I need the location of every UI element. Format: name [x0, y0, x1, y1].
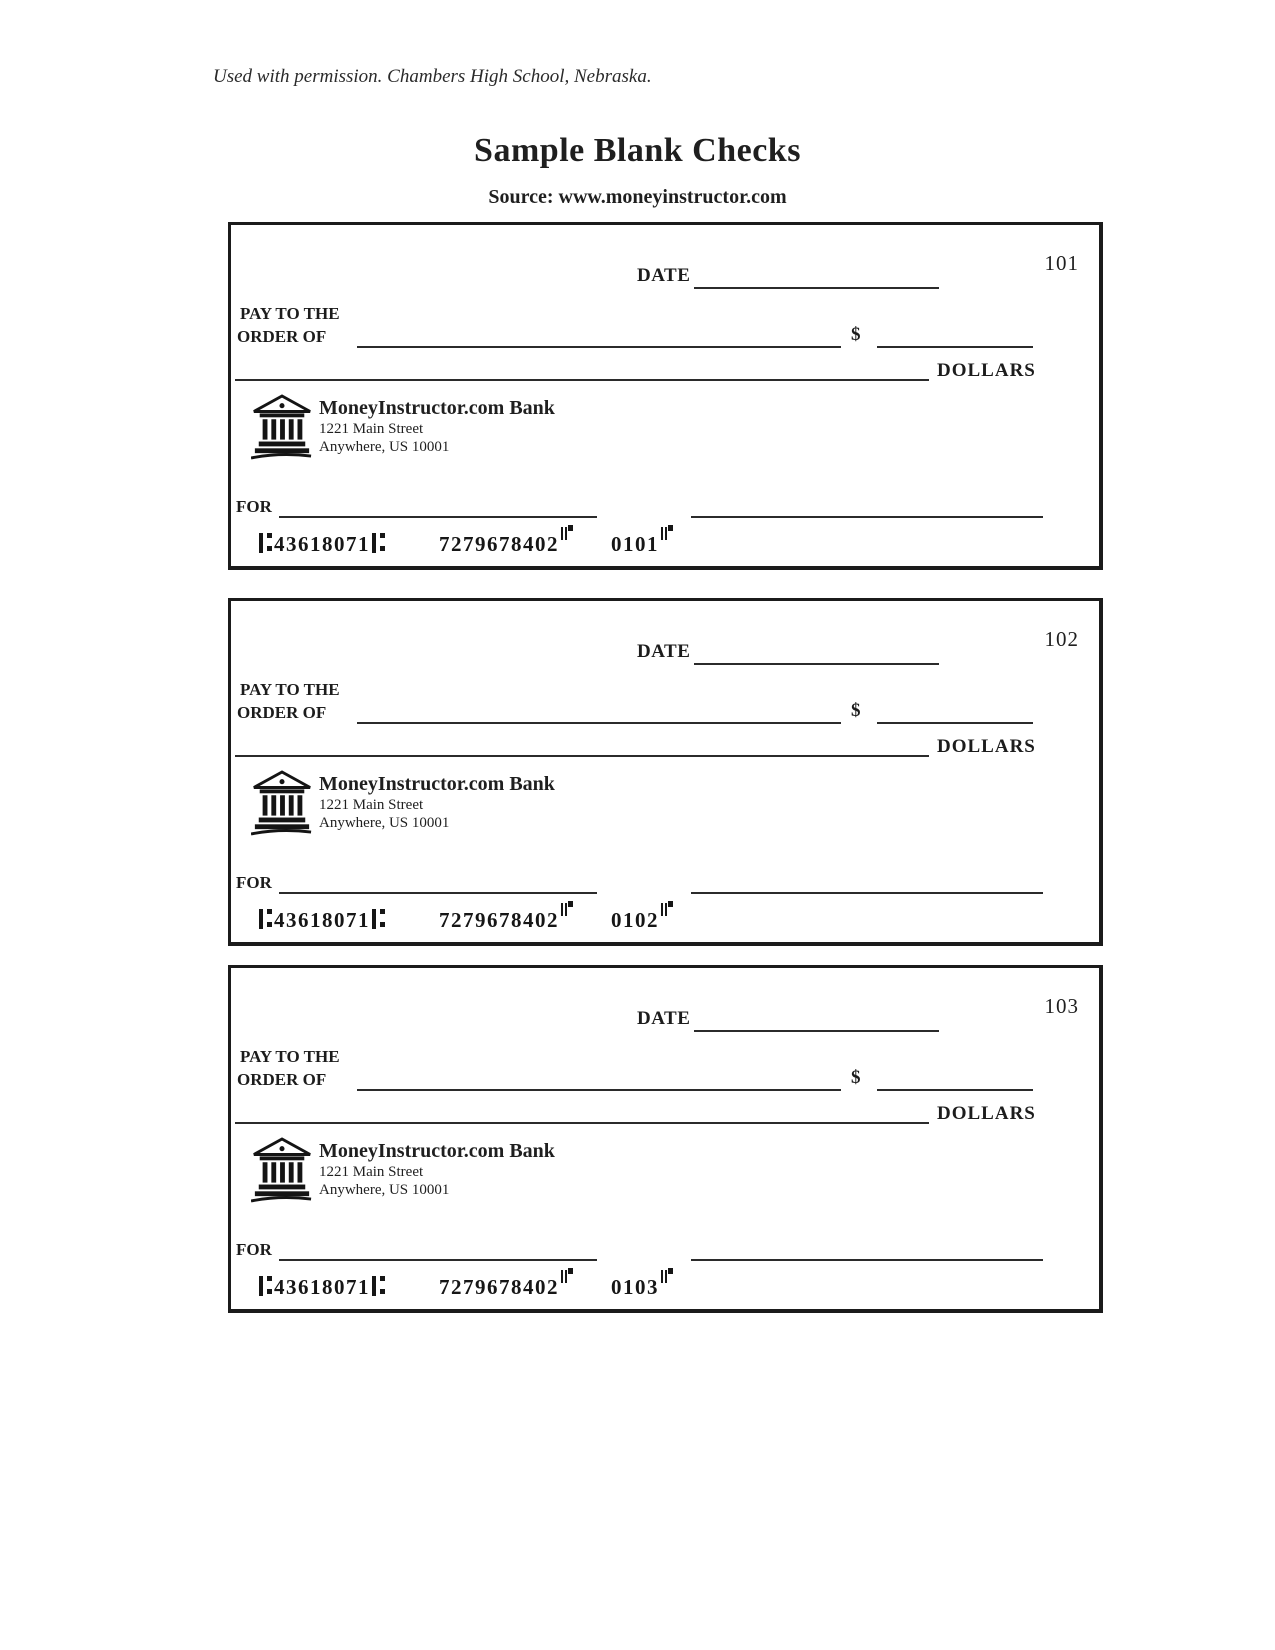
- micr-transit-icon: [372, 1276, 385, 1296]
- micr-line: [257, 525, 673, 557]
- memo-line: [279, 1241, 597, 1261]
- micr-onus-icon: [661, 901, 673, 921]
- date-line: [694, 645, 939, 665]
- pay-to-the-label: PAY TO THE: [240, 680, 340, 699]
- micr-account-number: 7279678402: [439, 532, 559, 556]
- amount-line: [877, 1071, 1033, 1091]
- dollar-sign: $: [851, 700, 861, 721]
- micr-line: [257, 1268, 673, 1300]
- page-title: Sample Blank Checks: [474, 132, 801, 169]
- micr-onus-icon: [661, 525, 673, 545]
- micr-check-number: 0103: [611, 1275, 659, 1299]
- signature-line: [691, 874, 1043, 894]
- amount-line: [877, 328, 1033, 348]
- check-number: 101: [1044, 251, 1079, 275]
- written-amount-line: [235, 1104, 929, 1124]
- micr-routing-number: 43618071: [274, 1275, 370, 1299]
- dollar-sign: $: [851, 1067, 861, 1088]
- bank-street: 1221 Main Street: [319, 421, 424, 437]
- date-line: [694, 1012, 939, 1032]
- bank-name: MoneyInstructor.com Bank: [319, 397, 555, 419]
- order-of-label: ORDER OF: [237, 703, 327, 722]
- payee-line: [357, 328, 841, 348]
- bank-name: MoneyInstructor.com Bank: [319, 1140, 555, 1162]
- micr-check-number: 0101: [611, 532, 659, 556]
- date-label: DATE: [637, 265, 691, 286]
- pay-to-the-label: PAY TO THE: [240, 304, 340, 323]
- for-label: FOR: [236, 497, 272, 516]
- check-101: [228, 222, 1103, 570]
- bank-building-icon: [251, 769, 313, 837]
- micr-routing-number: 43618071: [274, 908, 370, 932]
- memo-line: [279, 498, 597, 518]
- memo-line: [279, 874, 597, 894]
- dollars-label: DOLLARS: [937, 1103, 1036, 1124]
- dollar-sign: $: [851, 324, 861, 345]
- check-103: [228, 965, 1103, 1313]
- source-text: Source: www.moneyinstructor.com: [488, 186, 787, 208]
- micr-transit-icon: [259, 1276, 272, 1296]
- micr-onus-icon: [561, 1268, 573, 1288]
- date-line: [694, 269, 939, 289]
- dollars-label: DOLLARS: [937, 360, 1036, 381]
- micr-account-number: 7279678402: [439, 1275, 559, 1299]
- bank-building-icon: [251, 1136, 313, 1204]
- date-label: DATE: [637, 1008, 691, 1029]
- bank-building-icon: [251, 393, 313, 461]
- micr-onus-icon: [561, 901, 573, 921]
- amount-line: [877, 704, 1033, 724]
- micr-onus-icon: [561, 525, 573, 545]
- micr-onus-icon: [661, 1268, 673, 1288]
- check-number: 103: [1044, 994, 1079, 1018]
- payee-line: [357, 704, 841, 724]
- bank-street: 1221 Main Street: [319, 1164, 424, 1180]
- attribution-text: Used with permission. Chambers High School, Nebraska.: [213, 66, 652, 87]
- signature-line: [691, 1241, 1043, 1261]
- bank-block: [251, 769, 555, 837]
- for-label: FOR: [236, 873, 272, 892]
- micr-line: [257, 901, 673, 933]
- dollars-label: DOLLARS: [937, 736, 1036, 757]
- bank-city: Anywhere, US 10001: [319, 439, 450, 455]
- bank-block: [251, 1136, 555, 1204]
- bank-block: [251, 393, 555, 461]
- check-102: [228, 598, 1103, 946]
- micr-routing-number: 43618071: [274, 532, 370, 556]
- check-number: 102: [1044, 627, 1079, 651]
- date-label: DATE: [637, 641, 691, 662]
- bank-name: MoneyInstructor.com Bank: [319, 773, 555, 795]
- written-amount-line: [235, 361, 929, 381]
- payee-line: [357, 1071, 841, 1091]
- signature-line: [691, 498, 1043, 518]
- micr-transit-icon: [259, 909, 272, 929]
- bank-city: Anywhere, US 10001: [319, 815, 450, 831]
- order-of-label: ORDER OF: [237, 1070, 327, 1089]
- bank-city: Anywhere, US 10001: [319, 1182, 450, 1198]
- bank-street: 1221 Main Street: [319, 797, 424, 813]
- order-of-label: ORDER OF: [237, 327, 327, 346]
- for-label: FOR: [236, 1240, 272, 1259]
- pay-to-the-label: PAY TO THE: [240, 1047, 340, 1066]
- micr-account-number: 7279678402: [439, 908, 559, 932]
- written-amount-line: [235, 737, 929, 757]
- micr-check-number: 0102: [611, 908, 659, 932]
- micr-transit-icon: [372, 909, 385, 929]
- micr-transit-icon: [372, 533, 385, 553]
- micr-transit-icon: [259, 533, 272, 553]
